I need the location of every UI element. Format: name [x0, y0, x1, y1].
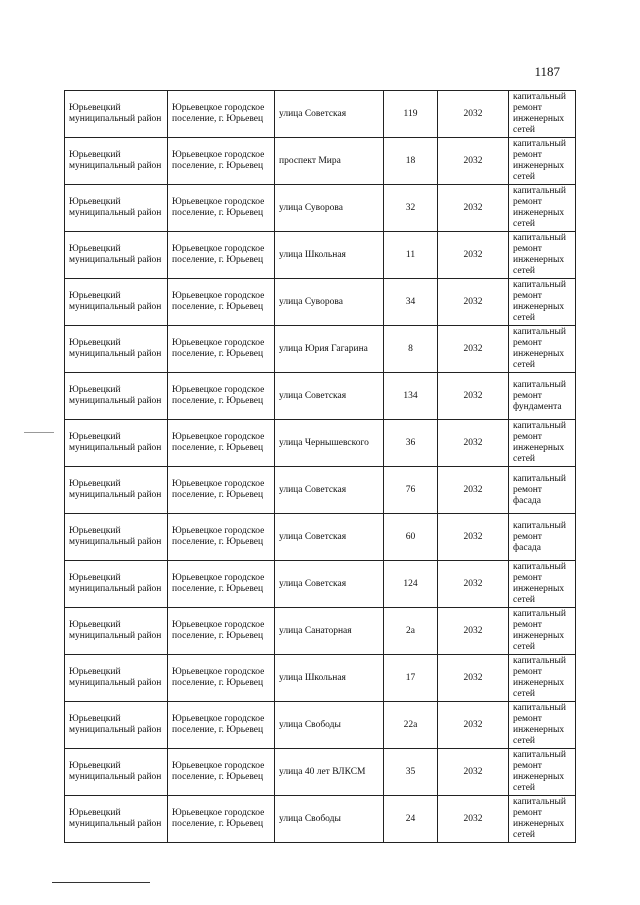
- year-cell: 2032: [438, 655, 509, 702]
- district-cell: Юрьевецкий муниципальный район: [65, 91, 168, 138]
- table-row: [65, 702, 576, 749]
- district-cell: Юрьевецкий муниципальный район: [65, 749, 168, 796]
- work-type-cell: капитальный ремонт инженерных сетей: [509, 608, 576, 655]
- table-row: [65, 420, 576, 467]
- street-cell: улица Советская: [275, 514, 384, 561]
- settlement-cell: Юрьевецкое городское поселение, г. Юрьевец: [168, 138, 275, 185]
- year-cell: 2032: [438, 749, 509, 796]
- district-cell: Юрьевецкий муниципальный район: [65, 655, 168, 702]
- settlement-cell: Юрьевецкое городское поселение, г. Юрьевец: [168, 91, 275, 138]
- settlement-cell: Юрьевецкое городское поселение, г. Юрьевец: [168, 561, 275, 608]
- house-number-cell: 36: [384, 420, 438, 467]
- house-number-cell: 35: [384, 749, 438, 796]
- year-cell: 2032: [438, 91, 509, 138]
- table-row: [65, 749, 576, 796]
- settlement-cell: Юрьевецкое городское поселение, г. Юрьевец: [168, 232, 275, 279]
- page-number: 1187: [534, 64, 560, 79]
- year-cell: 2032: [438, 138, 509, 185]
- work-type-cell: капитальный ремонт инженерных сетей: [509, 326, 576, 373]
- table-body: [65, 91, 576, 843]
- street-cell: улица Советская: [275, 373, 384, 420]
- work-type-cell: капитальный ремонт инженерных сетей: [509, 420, 576, 467]
- work-type-cell: капитальный ремонт инженерных сетей: [509, 702, 576, 749]
- table-row: [65, 608, 576, 655]
- house-number-cell: 11: [384, 232, 438, 279]
- work-type-cell: капитальный ремонт инженерных сетей: [509, 796, 576, 843]
- street-cell: улица Свободы: [275, 796, 384, 843]
- work-type-cell: капитальный ремонт инженерных сетей: [509, 91, 576, 138]
- house-number-cell: 17: [384, 655, 438, 702]
- scan-artifact-line: [24, 432, 54, 433]
- work-type-cell: капитальный ремонт инженерных сетей: [509, 279, 576, 326]
- house-number-cell: 18: [384, 138, 438, 185]
- year-cell: 2032: [438, 702, 509, 749]
- work-type-cell: капитальный ремонт инженерных сетей: [509, 561, 576, 608]
- house-number-cell: 134: [384, 373, 438, 420]
- house-number-cell: 34: [384, 279, 438, 326]
- table-row: [65, 232, 576, 279]
- year-cell: 2032: [438, 608, 509, 655]
- street-cell: проспект Мира: [275, 138, 384, 185]
- work-type-cell: капитальный ремонт инженерных сетей: [509, 138, 576, 185]
- street-cell: улица Школьная: [275, 232, 384, 279]
- house-number-cell: 22а: [384, 702, 438, 749]
- district-cell: Юрьевецкий муниципальный район: [65, 702, 168, 749]
- year-cell: 2032: [438, 420, 509, 467]
- table-row: [65, 91, 576, 138]
- street-cell: улица Суворова: [275, 279, 384, 326]
- table-row: [65, 138, 576, 185]
- year-cell: 2032: [438, 326, 509, 373]
- table-row: [65, 561, 576, 608]
- settlement-cell: Юрьевецкое городское поселение, г. Юрьевец: [168, 608, 275, 655]
- district-cell: Юрьевецкий муниципальный район: [65, 467, 168, 514]
- street-cell: улица Советская: [275, 467, 384, 514]
- settlement-cell: Юрьевецкое городское поселение, г. Юрьевец: [168, 279, 275, 326]
- table-row: [65, 514, 576, 561]
- district-cell: Юрьевецкий муниципальный район: [65, 326, 168, 373]
- settlement-cell: Юрьевецкое городское поселение, г. Юрьевец: [168, 514, 275, 561]
- house-number-cell: 60: [384, 514, 438, 561]
- street-cell: улица Школьная: [275, 655, 384, 702]
- house-number-cell: 24: [384, 796, 438, 843]
- house-number-cell: 8: [384, 326, 438, 373]
- settlement-cell: Юрьевецкое городское поселение, г. Юрьевец: [168, 326, 275, 373]
- district-cell: Юрьевецкий муниципальный район: [65, 232, 168, 279]
- district-cell: Юрьевецкий муниципальный район: [65, 420, 168, 467]
- district-cell: Юрьевецкий муниципальный район: [65, 185, 168, 232]
- year-cell: 2032: [438, 561, 509, 608]
- work-type-cell: капитальный ремонт фасада: [509, 514, 576, 561]
- table-row: [65, 655, 576, 702]
- district-cell: Юрьевецкий муниципальный район: [65, 561, 168, 608]
- work-type-cell: капитальный ремонт инженерных сетей: [509, 655, 576, 702]
- street-cell: улица Суворова: [275, 185, 384, 232]
- street-cell: улица Советская: [275, 91, 384, 138]
- year-cell: 2032: [438, 185, 509, 232]
- housing-repair-table: [64, 90, 576, 843]
- street-cell: улица Советская: [275, 561, 384, 608]
- street-cell: улица Свободы: [275, 702, 384, 749]
- work-type-cell: капитальный ремонт инженерных сетей: [509, 749, 576, 796]
- table-row: [65, 467, 576, 514]
- year-cell: 2032: [438, 796, 509, 843]
- table-row: [65, 326, 576, 373]
- street-cell: улица Чернышевского: [275, 420, 384, 467]
- settlement-cell: Юрьевецкое городское поселение, г. Юрьевец: [168, 749, 275, 796]
- street-cell: улица 40 лет ВЛКСМ: [275, 749, 384, 796]
- work-type-cell: капитальный ремонт инженерных сетей: [509, 232, 576, 279]
- table-row: [65, 373, 576, 420]
- district-cell: Юрьевецкий муниципальный район: [65, 514, 168, 561]
- house-number-cell: 124: [384, 561, 438, 608]
- district-cell: Юрьевецкий муниципальный район: [65, 796, 168, 843]
- year-cell: 2032: [438, 514, 509, 561]
- district-cell: Юрьевецкий муниципальный район: [65, 279, 168, 326]
- settlement-cell: Юрьевецкое городское поселение, г. Юрьевец: [168, 185, 275, 232]
- house-number-cell: 119: [384, 91, 438, 138]
- year-cell: 2032: [438, 467, 509, 514]
- settlement-cell: Юрьевецкое городское поселение, г. Юрьевец: [168, 373, 275, 420]
- year-cell: 2032: [438, 373, 509, 420]
- house-number-cell: 76: [384, 467, 438, 514]
- settlement-cell: Юрьевецкое городское поселение, г. Юрьевец: [168, 702, 275, 749]
- street-cell: улица Санаторная: [275, 608, 384, 655]
- house-number-cell: 2а: [384, 608, 438, 655]
- work-type-cell: капитальный ремонт фасада: [509, 467, 576, 514]
- table-row: [65, 279, 576, 326]
- table-row: [65, 185, 576, 232]
- district-cell: Юрьевецкий муниципальный район: [65, 138, 168, 185]
- settlement-cell: Юрьевецкое городское поселение, г. Юрьевец: [168, 796, 275, 843]
- district-cell: Юрьевецкий муниципальный район: [65, 373, 168, 420]
- street-cell: улица Юрия Гагарина: [275, 326, 384, 373]
- district-cell: Юрьевецкий муниципальный район: [65, 608, 168, 655]
- settlement-cell: Юрьевецкое городское поселение, г. Юрьевец: [168, 655, 275, 702]
- footnote-rule: [52, 882, 150, 883]
- settlement-cell: Юрьевецкое городское поселение, г. Юрьевец: [168, 420, 275, 467]
- year-cell: 2032: [438, 279, 509, 326]
- work-type-cell: капитальный ремонт инженерных сетей: [509, 185, 576, 232]
- work-type-cell: капитальный ремонт фундамента: [509, 373, 576, 420]
- settlement-cell: Юрьевецкое городское поселение, г. Юрьевец: [168, 467, 275, 514]
- year-cell: 2032: [438, 232, 509, 279]
- house-number-cell: 32: [384, 185, 438, 232]
- table-row: [65, 796, 576, 843]
